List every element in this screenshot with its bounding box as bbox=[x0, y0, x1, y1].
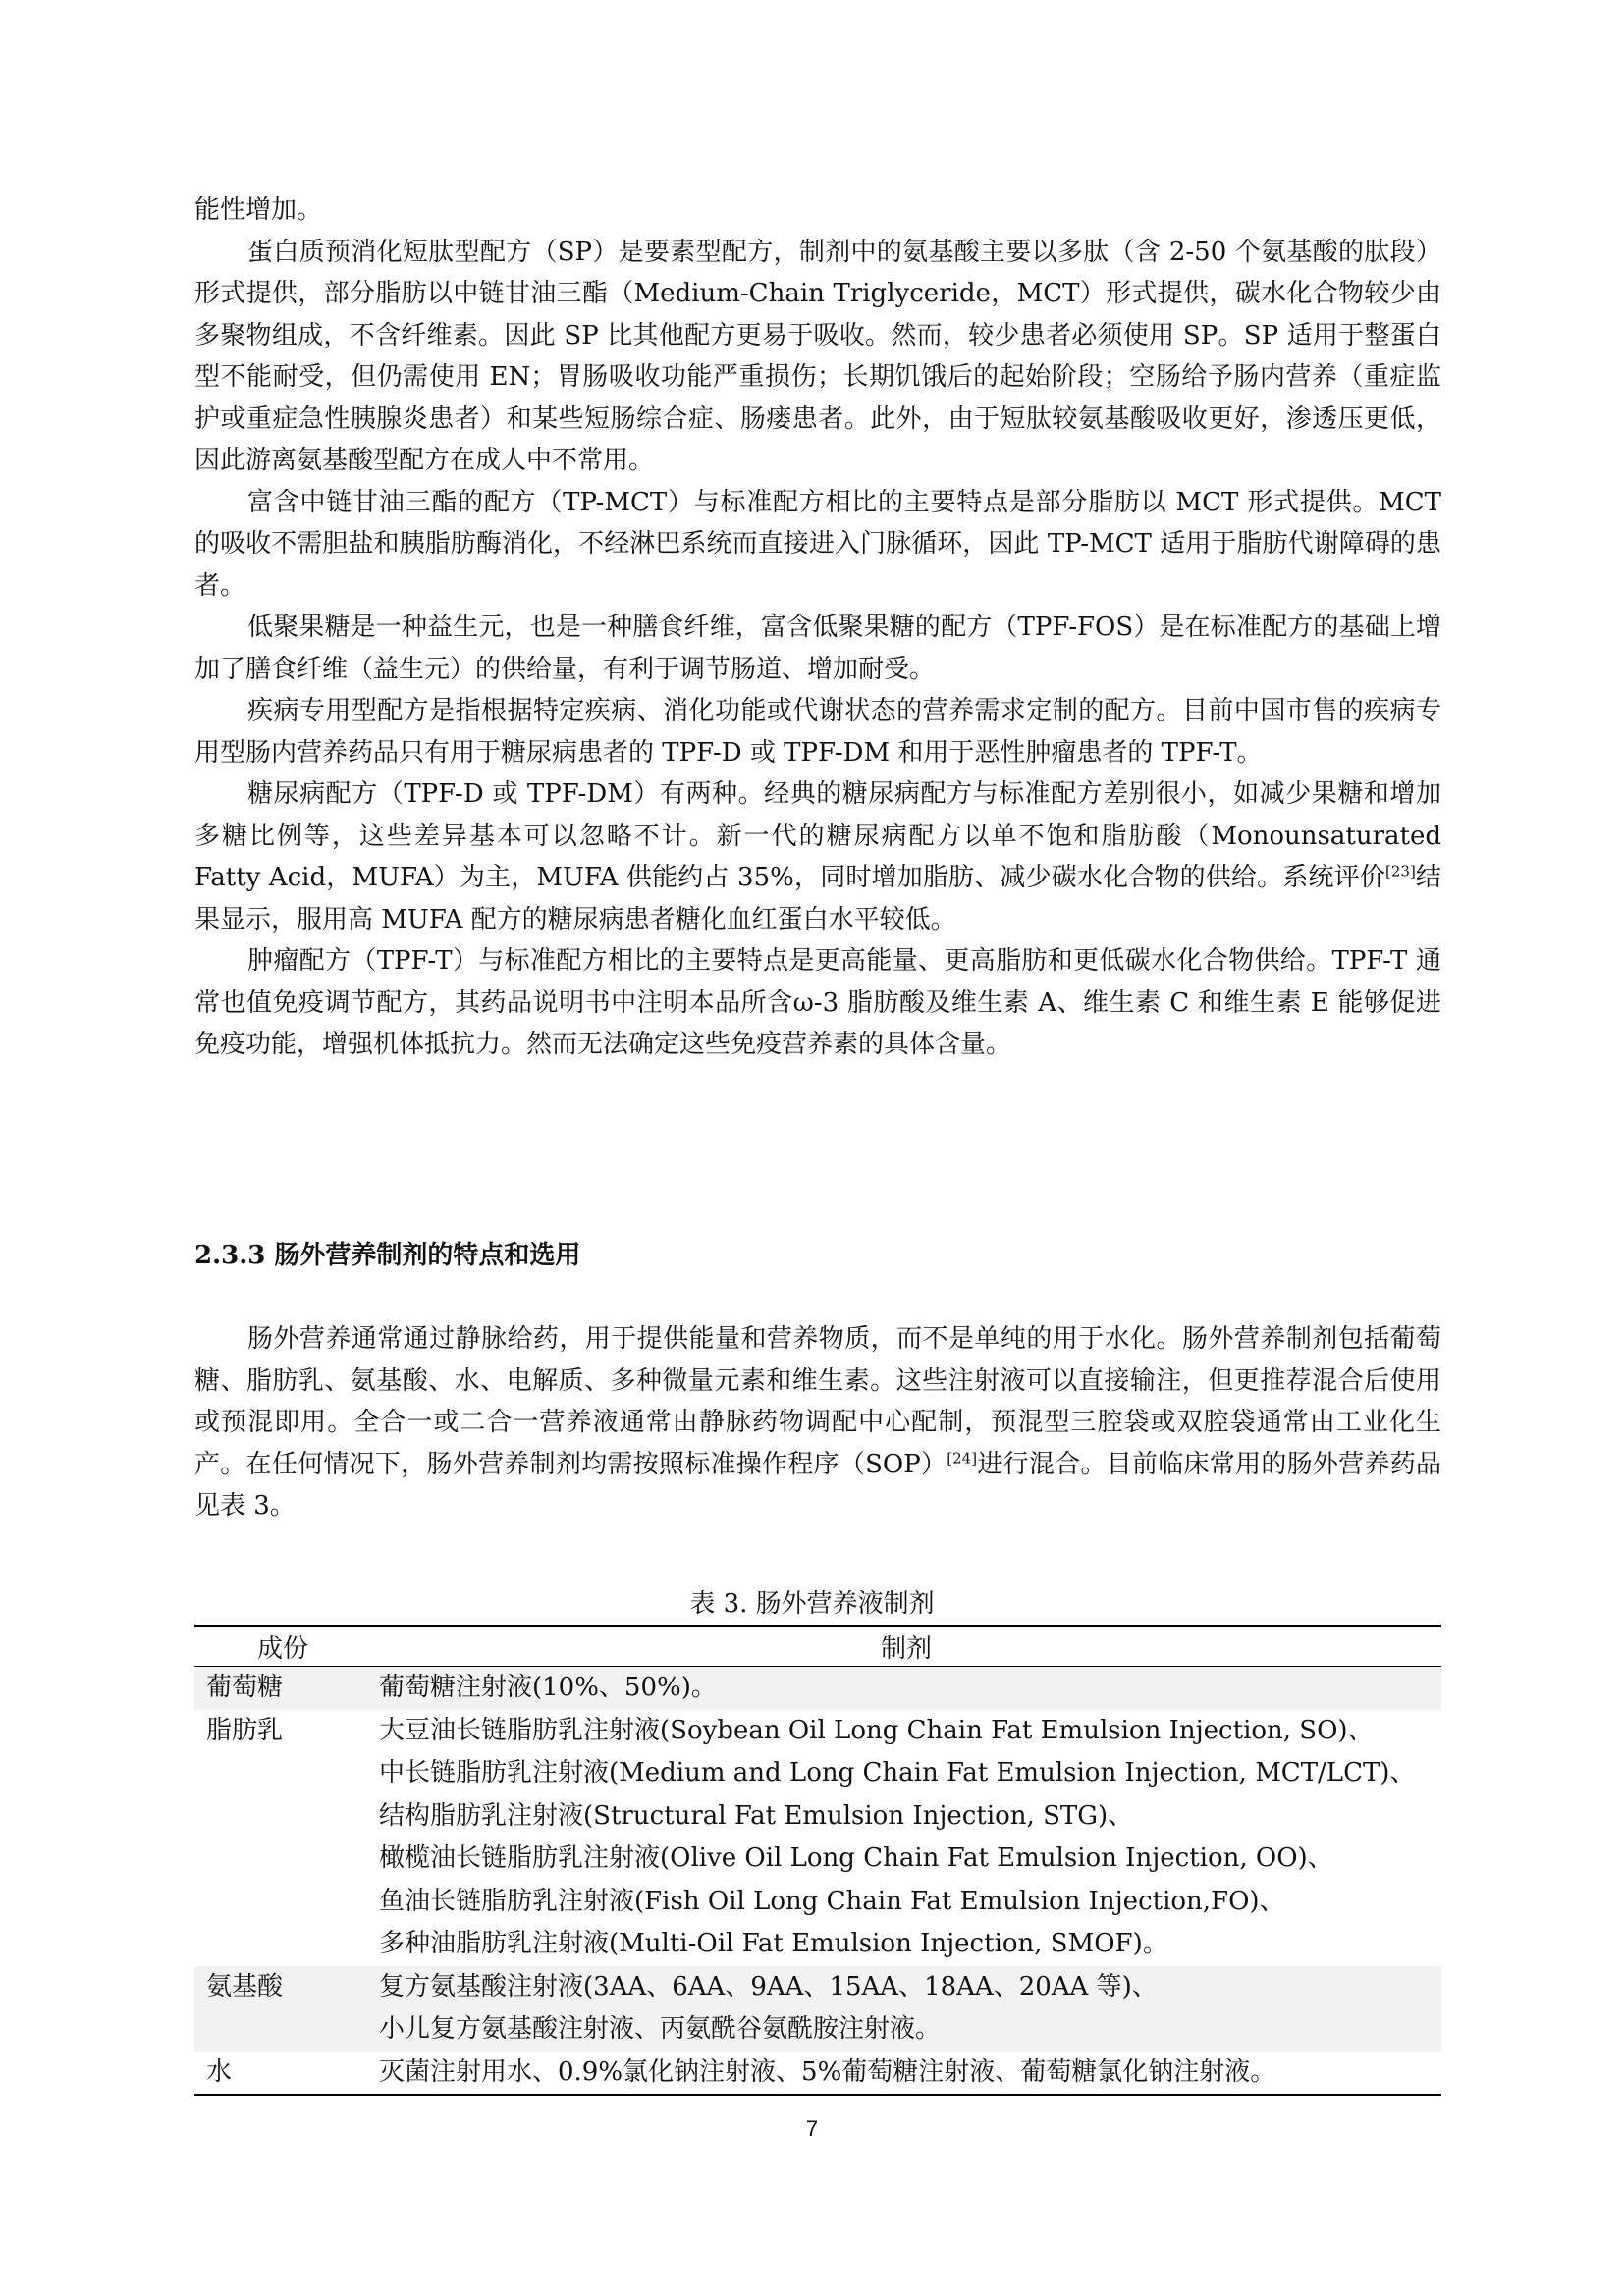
preparation-line: 橄榄油长链脂肪乳注射液(Olive Oil Long Chain Fat Emulsion Injection, OO)、 bbox=[379, 1843, 1333, 1873]
paragraph-text: 糖尿病配方（TPF-D 或 TPF-DM）有两种。经典的糖尿病配方与标准配方差别很小，如减少果糖和增加多糖比例等，这些差异基本可以忽略不计。新一代的糖尿病配方以单不饱和脂肪酸（Monounsaturated Fatty Acid，MUFA）为主，MUFA 供能约占 35%，同时增加脂肪、减少碳水化合物的供给。系统评价 bbox=[194, 779, 1441, 892]
citation-ref[interactable]: [23] bbox=[1385, 862, 1416, 881]
table-row bbox=[194, 1710, 1441, 1966]
paragraph-parenteral bbox=[194, 1318, 1441, 1527]
paragraph-continuation: 能性增加。 bbox=[194, 195, 323, 225]
cell-preparation bbox=[371, 1667, 1441, 1710]
preparation-line: 结构脂肪乳注射液(Structural Fat Emulsion Injection, STG)、 bbox=[379, 1800, 1134, 1831]
table-row bbox=[194, 1966, 1441, 2052]
column-header-component: 成份 bbox=[194, 1626, 371, 1667]
cell-component: 脂肪乳 bbox=[206, 1715, 284, 1745]
paragraph-text: 肠外营养通常通过静脉给药，用于提供能量和营养物质，而不是单纯的用于水化。肠外营养制剂包括葡萄糖、脂肪乳、氨基酸、水、电解质、多种微量元素和维生素。这些注射液可以直接输注，但更推荐混合后使用或预混即用。全合一或二合一营养液通常由静脉药物调配中心配制，预混型三腔袋或双腔袋通常由工业化生产。在任何情况下，肠外营养制剂均需按照标准操作程序（SOP） bbox=[194, 1324, 1441, 1479]
paragraph-diabetes-formula bbox=[194, 774, 1441, 940]
preparation-line: 中长链脂肪乳注射液(Medium and Long Chain Fat Emulsion Injection, MCT/LCT)、 bbox=[379, 1758, 1416, 1788]
preparation-line: 多种油脂肪乳注射液(Multi-Oil Fat Emulsion Injection, SMOF)。 bbox=[379, 1929, 1168, 1958]
preparation-line: 葡萄糖注射液(10%、50%)。 bbox=[379, 1673, 717, 1702]
paragraph-sp-formula: 蛋白质预消化短肽型配方（SP）是要素型配方，制剂中的氨基酸主要以多肽（含 2-50 个氨基酸的肽段）形式提供，部分脂肪以中链甘油三酯（Medium-Chain Triglyceride，MCT）形式提供，碳水化合物较少由多聚物组成，不含纤维素。因此 SP 比其他配方更易于吸收。然而，较少患者必须使用 SP。SP 适用于整蛋白型不能耐受，但仍需使用 EN；胃肠吸收功能严重损伤；长期饥饿后的起始阶段；空肠给予肠内营养（重症监护或重症急性胰腺炎患者）和某些短肠综合症、肠瘘患者。此外，由于短肽较氨基酸吸收更好，渗透压更低，因此游离氨基酸型配方在成人中不常用。 bbox=[194, 237, 1441, 475]
citation-ref[interactable]: [24] bbox=[947, 1448, 978, 1467]
paragraph-text-continued: 进行混合。目前临床常用的肠外营养药品见表 3。 bbox=[194, 1449, 1441, 1521]
paragraph-disease-specific: 疾病专用型配方是指根据特定疾病、消化功能或代谢状态的营养需求定制的配方。目前中国市售的疾病专用型肠内营养药品只有用于糖尿病患者的 TPF-D 或 TPF-DM 和用于恶性肿瘤患者的 TPF-T。 bbox=[194, 696, 1441, 768]
table-caption: 表 3. 肠外营养液制剂 bbox=[689, 1589, 935, 1619]
cell-preparation bbox=[371, 1966, 1441, 2052]
table-row bbox=[194, 1667, 1441, 1710]
cell-component: 葡萄糖 bbox=[194, 1667, 371, 1710]
paragraph-text-continued: 结果显示，服用高 MUFA 配方的糖尿病患者糖化血红蛋白水平较低。 bbox=[194, 863, 1441, 934]
paragraph-tp-mct: 富含中链甘油三酯的配方（TP-MCT）与标准配方相比的主要特点是部分脂肪以 MCT 形式提供。MCT 的吸收不需胆盐和胰脂肪酶消化，不经淋巴系统而直接进入门脉循环，因此 TP-MCT 适用于脂肪代谢障碍的患者。 bbox=[194, 487, 1441, 601]
body-text-block bbox=[194, 189, 1441, 1066]
cell-preparation bbox=[371, 1710, 1441, 1966]
preparation-line: 灭菌注射用水、0.9%氯化钠注射液、5%葡萄糖注射液、葡萄糖氯化钠注射液。 bbox=[379, 2056, 1276, 2087]
cell-preparation bbox=[371, 2052, 1441, 2096]
paragraph-tumor-formula: 肿瘤配方（TPF-T）与标准配方相比的主要特点是更高能量、更高脂肪和更低碳水化合物供给。TPF-T 通常也值免疫调节配方，其药品说明书中注明本品所含ω-3 脂肪酸及维生素 A、维生素 C 和维生素 E 能够促进免疫功能，增强机体抵抗力。然而无法确定这些免疫营养素的具体含量。 bbox=[194, 946, 1441, 1059]
page-number: 7 bbox=[805, 2116, 819, 2141]
column-header-preparation: 制剂 bbox=[371, 1626, 1441, 1667]
preparation-line: 小儿复方氨基酸注射液、丙氨酰谷氨酰胺注射液。 bbox=[379, 2014, 942, 2044]
table-header-row bbox=[194, 1626, 1441, 1667]
table-row bbox=[194, 2052, 1441, 2096]
paragraph-tpf-fos: 低聚果糖是一种益生元，也是一种膳食纤维，富含低聚果糖的配方（TPF-FOS）是在标准配方的基础上增加了膳食纤维（益生元）的供给量，有利于调节肠道、增加耐受。 bbox=[194, 613, 1441, 684]
preparation-line: 大豆油长链脂肪乳注射液(Soybean Oil Long Chain Fat Emulsion Injection, SO)、 bbox=[379, 1715, 1374, 1745]
section-heading: 2.3.3 肠外营养制剂的特点和选用 bbox=[194, 1241, 581, 1270]
preparation-line: 复方氨基酸注射液(3AA、6AA、9AA、15AA、18AA、20AA 等)、 bbox=[379, 1971, 1158, 2002]
cell-component: 水 bbox=[194, 2052, 371, 2096]
parenteral-nutrition-table bbox=[194, 1625, 1441, 2096]
cell-component: 氨基酸 bbox=[194, 1966, 371, 2052]
preparation-line: 鱼油长链脂肪乳注射液(Fish Oil Long Chain Fat Emulsion Injection,FO)、 bbox=[379, 1886, 1285, 1916]
section-text-block bbox=[194, 1318, 1441, 1527]
